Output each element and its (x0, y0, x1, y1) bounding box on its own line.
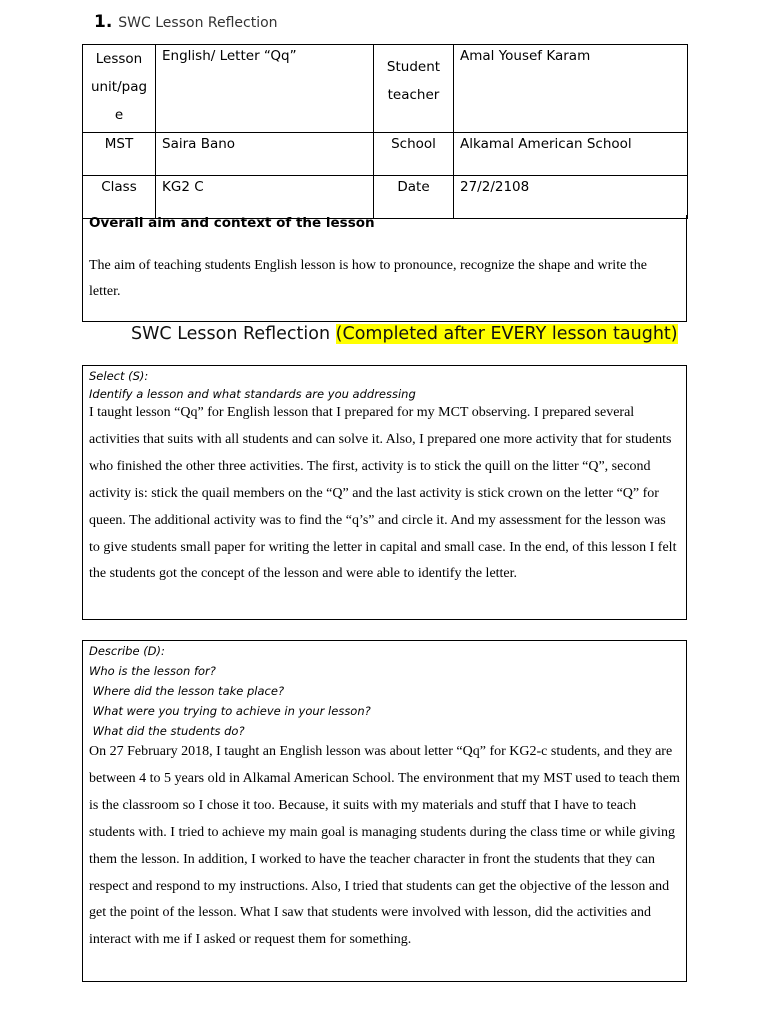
mst-label: MST (83, 133, 156, 176)
date-label: Date (374, 176, 454, 219)
lesson-label-line: e (114, 107, 124, 123)
lesson-unit-value: English/ Letter “Qq” (156, 45, 374, 133)
aim-section (82, 215, 687, 322)
table-row (83, 133, 688, 176)
student-label-line: teacher (387, 87, 440, 103)
describe-prompt: What did the students do? (89, 724, 245, 738)
aim-title: Overall aim and context of the lesson (89, 215, 375, 231)
select-section (82, 365, 687, 620)
table-row (83, 45, 688, 133)
class-value: KG2 C (156, 176, 374, 219)
table-row (83, 176, 688, 219)
reflection-title (131, 324, 678, 344)
describe-prompt: Describe (D): (89, 644, 165, 658)
reflection-title-highlight: (Completed after EVERY lesson taught) (335, 324, 678, 344)
student-label-line: Student (386, 59, 441, 75)
describe-prompt: Who is the lesson for? (89, 664, 216, 678)
student-teacher-value: Amal Yousef Karam (454, 45, 688, 133)
class-label: Class (83, 176, 156, 219)
select-body: I taught lesson “Qq” for English lesson that I prepared for my MCT observing. I prepared several activities that suits with all students and can solve it. Also, I prepared one more activity that for students who finished the other three activities. The first, activity is to stick the quill on the litter “Q”, second activity is: stick the quail members on the “Q” and the last activity is stick crown on the letter “Q” for queen. The additional activity was to find the “q’s” and circle it. And my assessment for the lesson was to give students small paper for writing the letter in capital and small case. In the end, of this lesson I felt the students got the concept of the lesson and were able to identify the letter. (89, 405, 677, 582)
student-teacher-label (374, 45, 454, 133)
lesson-label-line: Lesson (95, 51, 143, 67)
section-number: 1. (94, 12, 113, 32)
lesson-unit-label (83, 45, 156, 133)
describe-section (82, 640, 687, 982)
lesson-info-table (82, 44, 688, 219)
school-label: School (374, 133, 454, 176)
date-value: 27/2/2108 (454, 176, 688, 219)
describe-body: On 27 February 2018, I taught an English lesson was about letter “Qq” for KG2-c students, and they are between 4 to 5 years old in Alkamal American School. The environment that my MST used to teach them is the classroom so I chose it too. Because, it suits with my materials and stuff that I have to teach students with. I tried to achieve my main goal is managing students during the class time or while giving them the lesson. In addition, I worked to have the teacher character in front the students that they can respect and respond to my instructions. Also, I tried that students can get the objective of the lesson and get the point of the lesson. What I saw that students were involved with lesson, did the activities and interact with me if I asked or request them for something. (89, 744, 680, 948)
select-prompt: Identify a lesson and what standards are you addressing (89, 387, 416, 401)
aim-text: The aim of teaching students English lesson is how to pronounce, recognize the shape and write the letter. (89, 258, 647, 299)
lesson-label-line: unit/pag (90, 79, 148, 95)
section-heading (94, 12, 278, 32)
mst-value: Saira Bano (156, 133, 374, 176)
select-prompt: Select (S): (89, 369, 149, 383)
describe-prompt: Where did the lesson take place? (89, 684, 285, 698)
reflection-title-main: SWC Lesson Reflection (131, 324, 331, 344)
school-value: Alkamal American School (454, 133, 688, 176)
describe-prompt: What were you trying to achieve in your lesson? (89, 704, 371, 718)
section-title: SWC Lesson Reflection (118, 15, 278, 31)
